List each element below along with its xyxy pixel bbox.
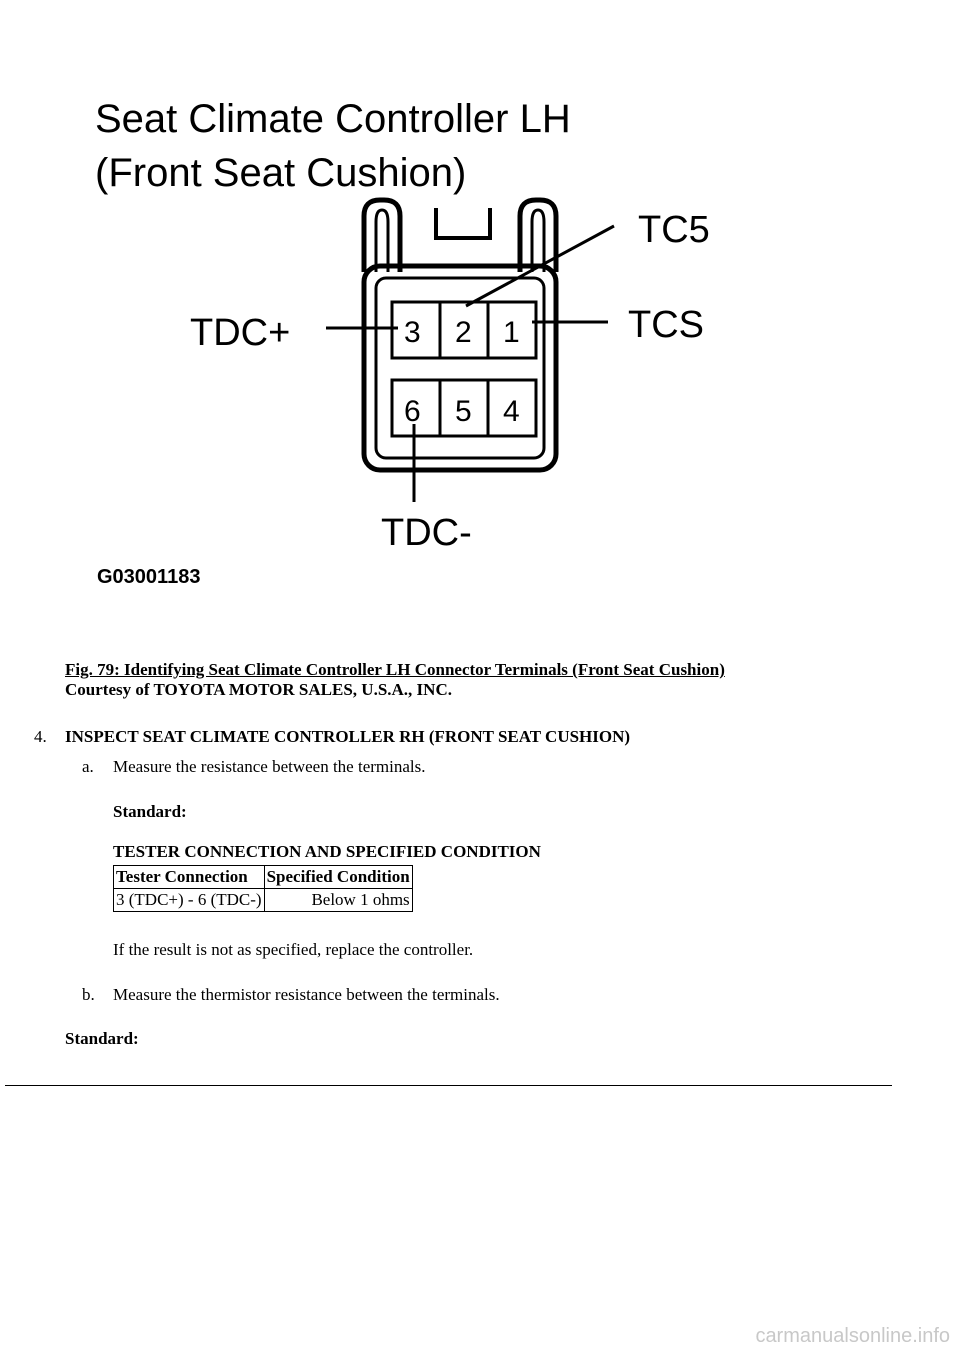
label-tdc-plus: TDC+ bbox=[190, 312, 291, 354]
replace-note: If the result is not as specified, replace the controller. bbox=[113, 940, 474, 959]
figure-caption-courtesy: Courtesy of TOYOTA MOTOR SALES, U.S.A., INC. bbox=[65, 680, 452, 699]
standard-label-a: Standard: bbox=[113, 802, 187, 821]
substep-b-text: Measure the thermistor resistance between the terminals. bbox=[113, 985, 500, 1004]
label-tcs: TCS bbox=[628, 304, 704, 346]
figure-title-line2: (Front Seat Cushion) bbox=[95, 151, 467, 195]
table-row bbox=[114, 889, 413, 912]
table-cell-specified-condition: Below 1 ohms bbox=[264, 889, 412, 912]
substep-b-marker: b. bbox=[82, 985, 95, 1004]
spec-table-header-row bbox=[114, 866, 413, 889]
table-cell-tester-connection: 3 (TDC+) - 6 (TDC-) bbox=[114, 889, 265, 912]
standard-label-b: Standard: bbox=[65, 1029, 139, 1048]
pin-2: 2 bbox=[455, 316, 472, 349]
pin-5: 5 bbox=[455, 395, 472, 428]
page-divider bbox=[5, 1085, 892, 1086]
spec-table bbox=[113, 865, 413, 912]
step-number: 4. bbox=[34, 727, 47, 746]
pin-6: 6 bbox=[404, 395, 421, 428]
figure-title-line1: Seat Climate Controller LH bbox=[95, 97, 571, 141]
substep-a-marker: a. bbox=[82, 757, 94, 776]
spec-table-title: TESTER CONNECTION AND SPECIFIED CONDITION bbox=[113, 842, 541, 861]
figure-code: G03001183 bbox=[97, 566, 201, 588]
figure-caption-title: Fig. 79: Identifying Seat Climate Controller LH Connector Terminals (Front Seat Cushion) bbox=[65, 660, 725, 679]
pin-3: 3 bbox=[404, 316, 421, 349]
watermark: carmanualsonline.info bbox=[755, 1325, 950, 1347]
pin-1: 1 bbox=[503, 316, 520, 349]
substep-a-text: Measure the resistance between the terminals. bbox=[113, 757, 426, 776]
label-tc5: TC5 bbox=[638, 209, 710, 251]
spec-table-header: Specified Condition bbox=[264, 866, 412, 889]
step-4 bbox=[34, 727, 630, 747]
step-heading: INSPECT SEAT CLIMATE CONTROLLER RH (FRONT SEAT CUSHION) bbox=[65, 727, 631, 746]
label-tdc-minus: TDC- bbox=[381, 512, 472, 554]
figure-caption bbox=[65, 660, 725, 700]
pin-4: 4 bbox=[503, 395, 520, 428]
spec-table-header: Tester Connection bbox=[114, 866, 265, 889]
connector-diagram bbox=[0, 0, 960, 620]
